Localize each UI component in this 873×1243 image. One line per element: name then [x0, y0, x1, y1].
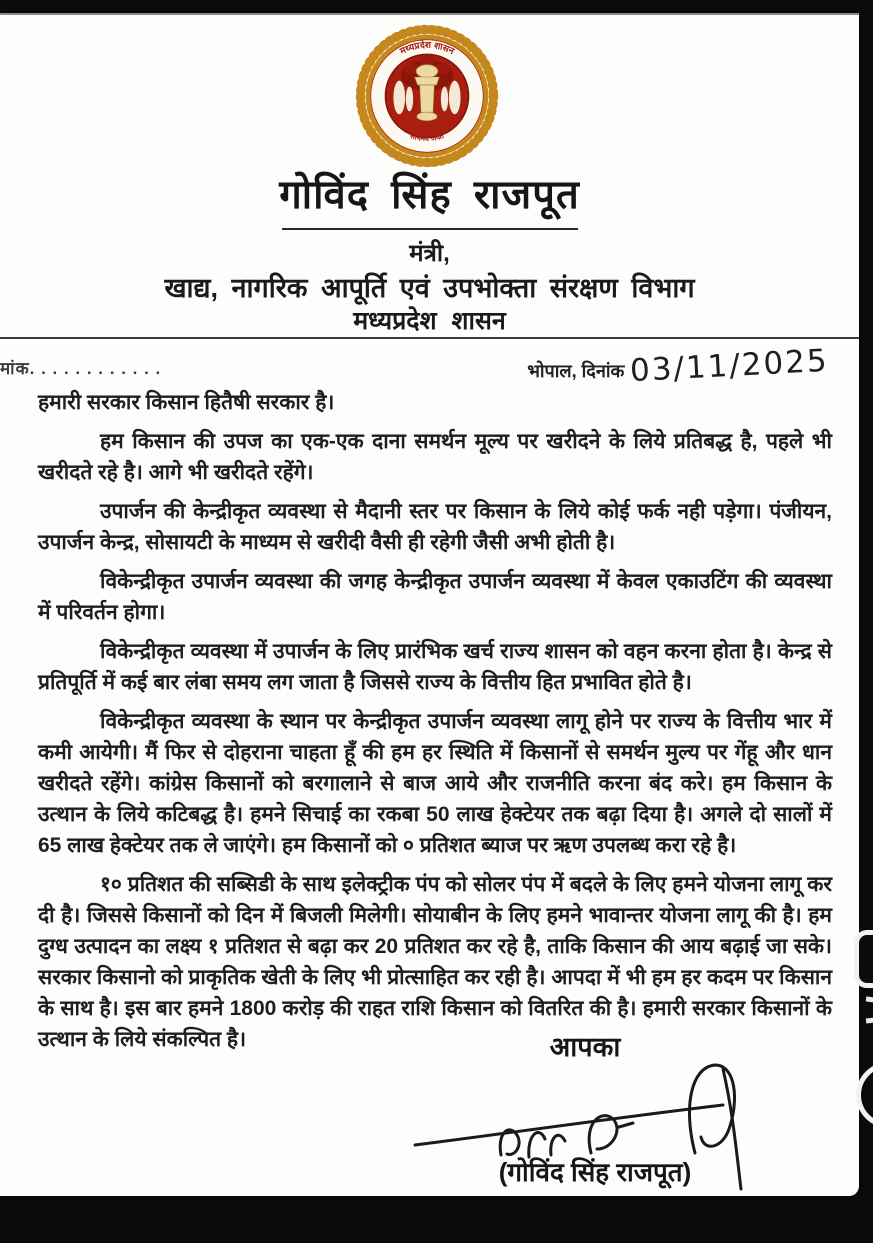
letterhead-government: मध्यप्रदेश शासन: [353, 307, 506, 335]
closing-salutation: आपका: [549, 1032, 621, 1062]
letter-paragraph-5: विकेन्द्रीकृत व्यवस्था में उपार्जन के लिए प्रारंभिक खर्च राज्य शासन को वहन करना होता है। केन्द्र से प्रतिपूर्ति में कई बार लंबा समय लग जाता है जिससे राज्य के वित्तीय हित प्रभावित होते है।: [38, 640, 832, 694]
name-underline-divider: [282, 228, 578, 230]
letter-paragraph-6: विकेन्द्रीकृत व्यवस्था के स्थान पर केन्द्रीकृत उपार्जन व्यवस्था लागू होने पर राज्य के वित्तीय भार में कमी आयेगी। मैं फिर से दोहराना चाहता हूँ की हम हर स्थिति में किसानों से समर्थन मुल्य पर गेंहू और धान खरीदते रहेंगे। कांग्रेस किसानों को बरगालाने से बाज आये और राजनीति करना बंद करे। हम किसान के उत्थान के लिये कटिबद्ध है। हमने सिचाई का रकबा 50 लाख हेक्टेयर तक बढ़ा दिया है। अगले दो सालों में 65 लाख हेक्टेयर तक ले जाएंगे। हम किसानों को ० प्रतिशत ब्याज पर ऋण उपलब्ध करा रहे है।: [38, 710, 832, 857]
letterhead-divider: [0, 337, 859, 339]
letter-paragraph-7: १० प्रतिशत की सब्सिडी के साथ इलेक्ट्रीक पंप को सोलर पंप में बदले के लिए हमने योजना लागू कर दी है। जिससे किसानों को दिन में बिजली मिलेगी। सोयाबीन के लिए हमने भावान्तर योजना लागू की है। हम दुग्ध उत्पादन का लक्ष्य १ प्रतिशत से बढ़ा कर 20 प्रतिशत कर रहे है, ताकि किसान की आय बढ़ाई जा सके। सरकार किसानो को प्राकृतिक खेती के लिए भी प्रोत्साहित कर रही है। आपदा में भी हम हर कदम पर किसान के साथ है। इस बार हमने 1800 करोड़ की राहत राशि किसान को वितरित की है। हमारी सरकार किसानों के उत्थान के लिये संकल्पित है।: [38, 873, 832, 1051]
overlay-button-fragment[interactable]: [854, 930, 873, 988]
place-date-label: भोपाल, दिनांक: [527, 361, 625, 381]
letterhead-minister-name: गोविंद सिंह राजपूत: [279, 173, 580, 217]
signature-block: [420, 1027, 750, 1197]
reference-line: [0, 342, 859, 390]
signatory-name: (गोविंद सिंह राजपूत): [498, 1157, 692, 1187]
letter-paragraph-2: हम किसान की उपज का एक-एक दाना समर्थन मूल्य पर खरीदने के लिये प्रतिबद्ध है, पहले भी खरीदते रहे है। आगे भी खरीदते रहेंगे।: [38, 430, 832, 484]
letter-paragraph-1: हमारी सरकार किसान हितैषी सरकार है।: [38, 391, 335, 414]
overlay-text-fragment: [866, 1018, 873, 1024]
letter-body: [38, 387, 832, 1063]
letter-page: [0, 13, 859, 1196]
emblem-top-text: मध्यप्रदेश शासन: [397, 39, 456, 57]
overlay-text-fragment: [866, 996, 873, 1002]
place-date: [527, 342, 830, 390]
emblem-bottom-text: सत्यमेव जयते: [408, 131, 445, 144]
letterhead-title: मंत्री,: [409, 240, 450, 267]
mp-government-emblem-icon: [354, 23, 500, 169]
reference-number-label: मांक. . . . . . . . . . . .: [0, 359, 162, 378]
letter-paragraph-3: उपार्जन की केन्द्रीकृत व्यवस्था से मैदानी स्तर पर किसान के लिये कोई फर्क नही पड़ेगा। पंजीयन, उपार्जन केन्द्र, सोसायटी के माध्यम से खरीदी वैसी ही रहेगी जैसी अभी होती है।: [38, 500, 832, 554]
letterhead-department: खाद्य, नागरिक आपूर्ति एवं उपभोक्ता संरक्षण विभाग: [164, 273, 695, 303]
handwritten-date: 03/11/2025: [629, 342, 830, 390]
letter-paragraph-4: विकेन्द्रीकृत उपार्जन व्यवस्था की जगह केन्द्रीकृत उपार्जन व्यवस्था में केवल एकाउटिंग की व्यवस्था में परिवर्तन होगा।: [38, 570, 832, 624]
